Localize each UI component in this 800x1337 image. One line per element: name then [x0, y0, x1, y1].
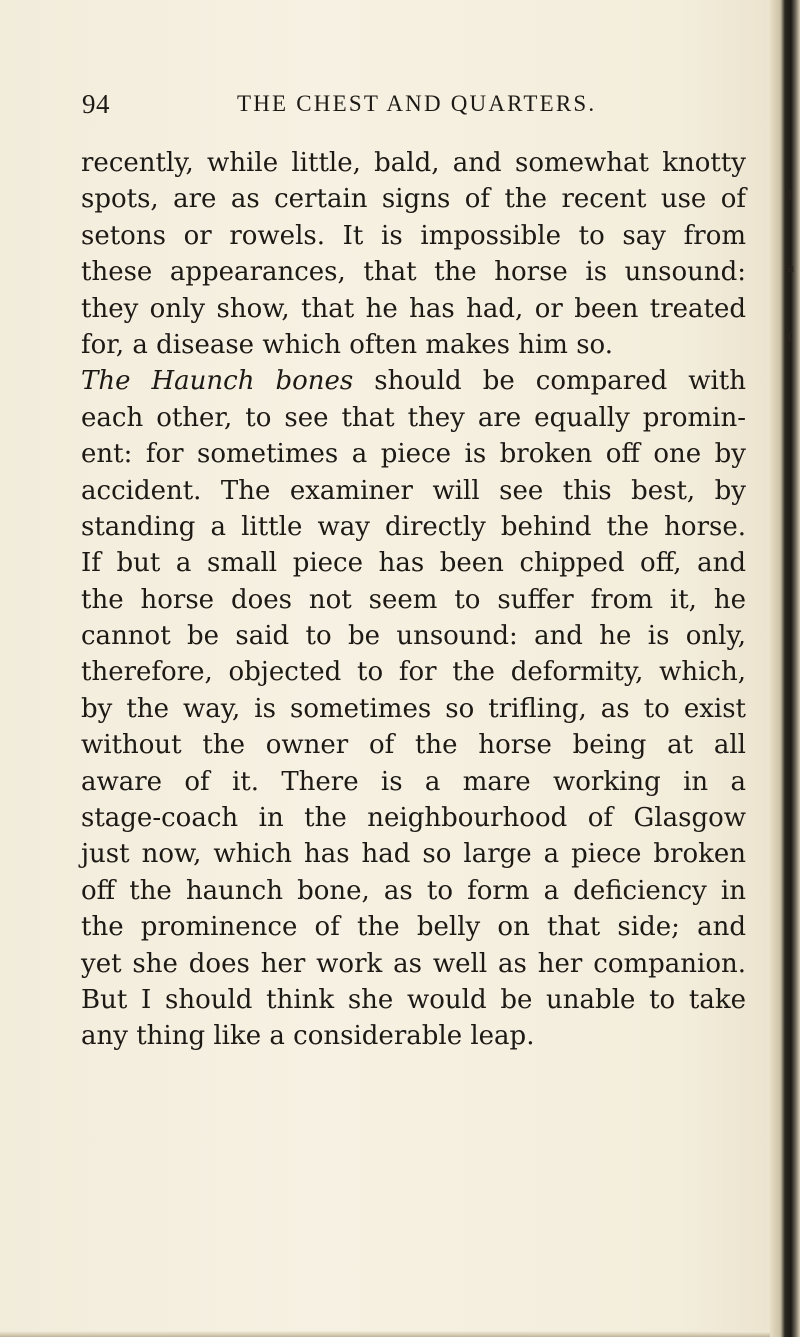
text-line: recently, while little, bald, and somewhat knotty: [81, 148, 746, 178]
italic-term-haunch-bones: The Haunch bones: [81, 366, 354, 397]
text-line: without the owner of the horse being at all: [81, 730, 746, 761]
page-number: 94: [82, 89, 110, 119]
text-line: stage-coach in the neighbourhood of Glasgow: [81, 803, 746, 834]
book-gutter: [770, 0, 800, 1337]
text-line: If but a small piece has been chipped off, and: [81, 548, 746, 579]
text-line: by the way, is sometimes so trifling, as to exist: [81, 693, 746, 724]
text-line: for, a disease which often makes him so.: [81, 329, 614, 360]
text-line: each other, to see that they are equally promin-: [81, 402, 746, 433]
text-line: spots, are as certain signs of the recent use of: [81, 184, 746, 215]
text-line: the horse does not seem to suffer from it, he: [81, 584, 746, 615]
text-line: these appearances, that the horse is unsound:: [81, 257, 746, 288]
text-line: aware of it. There is a mare working in a: [81, 766, 746, 797]
text-line: ent: for sometimes a piece is broken off one by: [81, 439, 746, 470]
text-line: standing a little way directly behind the horse.: [81, 511, 746, 542]
page-bottom-edge: [0, 1331, 770, 1337]
body-text: [81, 145, 746, 1055]
text-line: yet she does her work as well as her companion.: [81, 948, 746, 979]
text-line: setons or rowels. It is impossible to say from: [81, 220, 746, 251]
text-line: they only show, that he has had, or been treated: [81, 293, 746, 324]
text-line: just now, which has had so large a piece broken: [81, 839, 746, 870]
running-title: THE CHEST AND QUARTERS.: [237, 91, 597, 116]
text-line: any thing like a considerable leap.: [81, 1021, 535, 1052]
paragraph-opening-line: [81, 363, 746, 399]
text-line: the prominence of the belly on that side; and: [81, 912, 746, 943]
text-line: therefore, objected to for the deformity, which,: [81, 657, 746, 688]
text-line: accident. The examiner will see this best, by: [81, 475, 746, 506]
text-line: cannot be said to be unsound: and he is only,: [81, 621, 746, 652]
text-line: But I should think she would be unable to take: [81, 984, 746, 1015]
opening-line-rest: should be compared with: [353, 366, 746, 397]
text-line: off the haunch bone, as to form a deficiency in: [81, 875, 746, 906]
page-header: [82, 89, 742, 119]
